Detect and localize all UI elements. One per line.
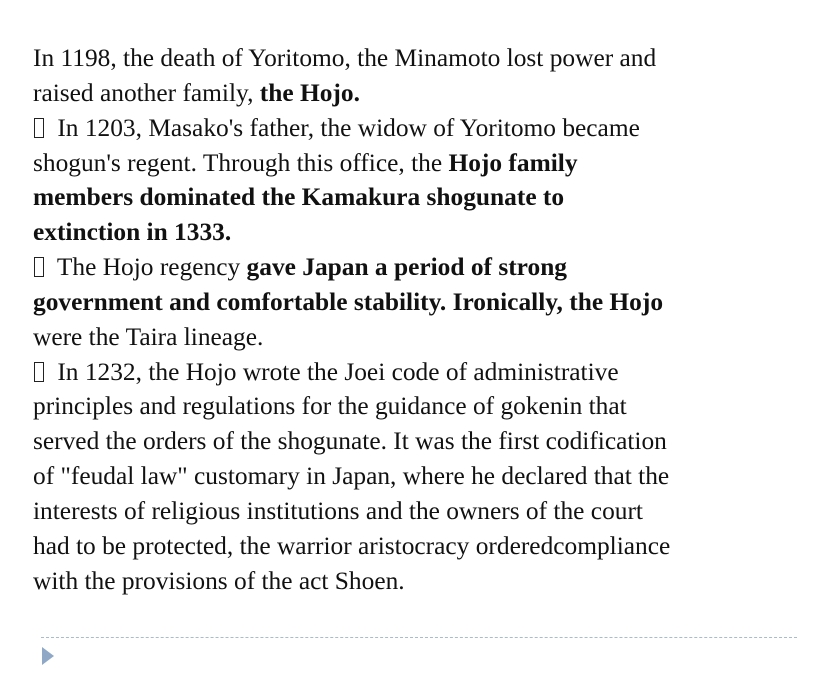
p4-line-6 xyxy=(33,529,813,564)
p4-line-6-text: had to be protected, the warrior aristocracy orderedcompliance xyxy=(33,531,671,560)
bullet-box-icon xyxy=(34,118,44,138)
p1-line-2 xyxy=(33,76,813,111)
p3-line-1-text: The Hojo regency xyxy=(51,253,247,282)
p4-line-1 xyxy=(33,355,813,390)
p2-line-1 xyxy=(33,111,813,146)
p1-line-1 xyxy=(33,41,813,76)
p3-line-2-bold: government and comfortable stability. Ironically, the Hojo xyxy=(33,287,664,316)
p4-line-3-text: served the orders of the shogunate. It was the first codification xyxy=(33,427,667,456)
p4-line-4-text: of "feudal law" customary in Japan, where he declared that the xyxy=(33,462,670,491)
p1-line-1-text: In 1198, the death of Yoritomo, the Minamoto lost power and xyxy=(33,44,657,72)
p3-line-3-text: were the Taira lineage. xyxy=(33,322,264,351)
p4-line-4 xyxy=(33,459,813,494)
p2-line-2-bold: Hojo family xyxy=(448,148,578,177)
p4-line-7-text: with the provisions of the act Shoen. xyxy=(33,566,405,595)
p1-line-2-text: raised another family, xyxy=(33,78,260,107)
p3-line-3 xyxy=(33,320,813,355)
slide-body xyxy=(33,41,813,599)
bullet-box-icon xyxy=(34,257,44,277)
p3-line-2 xyxy=(33,285,813,320)
bullet-box-icon xyxy=(34,362,44,382)
p4-line-3 xyxy=(33,424,813,459)
p2-line-4-bold: extinction in 1333. xyxy=(33,218,232,247)
p4-line-2 xyxy=(33,389,813,424)
p2-line-2-text: shogun's regent. Through this office, the xyxy=(33,148,449,177)
p4-line-1-text: In 1232, the Hojo wrote the Joei code of administrative xyxy=(51,357,619,386)
p4-line-5-text: interests of religious institutions and the owners of the court xyxy=(33,496,643,525)
p3-line-1-bold: gave Japan a period of strong xyxy=(246,253,568,282)
p2-line-2 xyxy=(33,146,813,181)
p2-line-3-bold: members dominated the Kamakura shogunate to xyxy=(33,183,565,212)
p2-line-4 xyxy=(33,215,813,250)
triangle-right-icon xyxy=(42,647,54,665)
p4-line-7 xyxy=(33,564,813,599)
p4-line-5 xyxy=(33,494,813,529)
p3-line-1 xyxy=(33,250,813,285)
p1-line-2-bold: the Hojo. xyxy=(259,78,360,107)
p4-line-2-text: principles and regulations for the guidance of gokenin that xyxy=(33,392,627,421)
footer-divider xyxy=(41,637,797,638)
p2-line-3 xyxy=(33,180,813,215)
p2-line-1-text: In 1203, Masako's father, the widow of Yoritomo became xyxy=(51,113,640,142)
